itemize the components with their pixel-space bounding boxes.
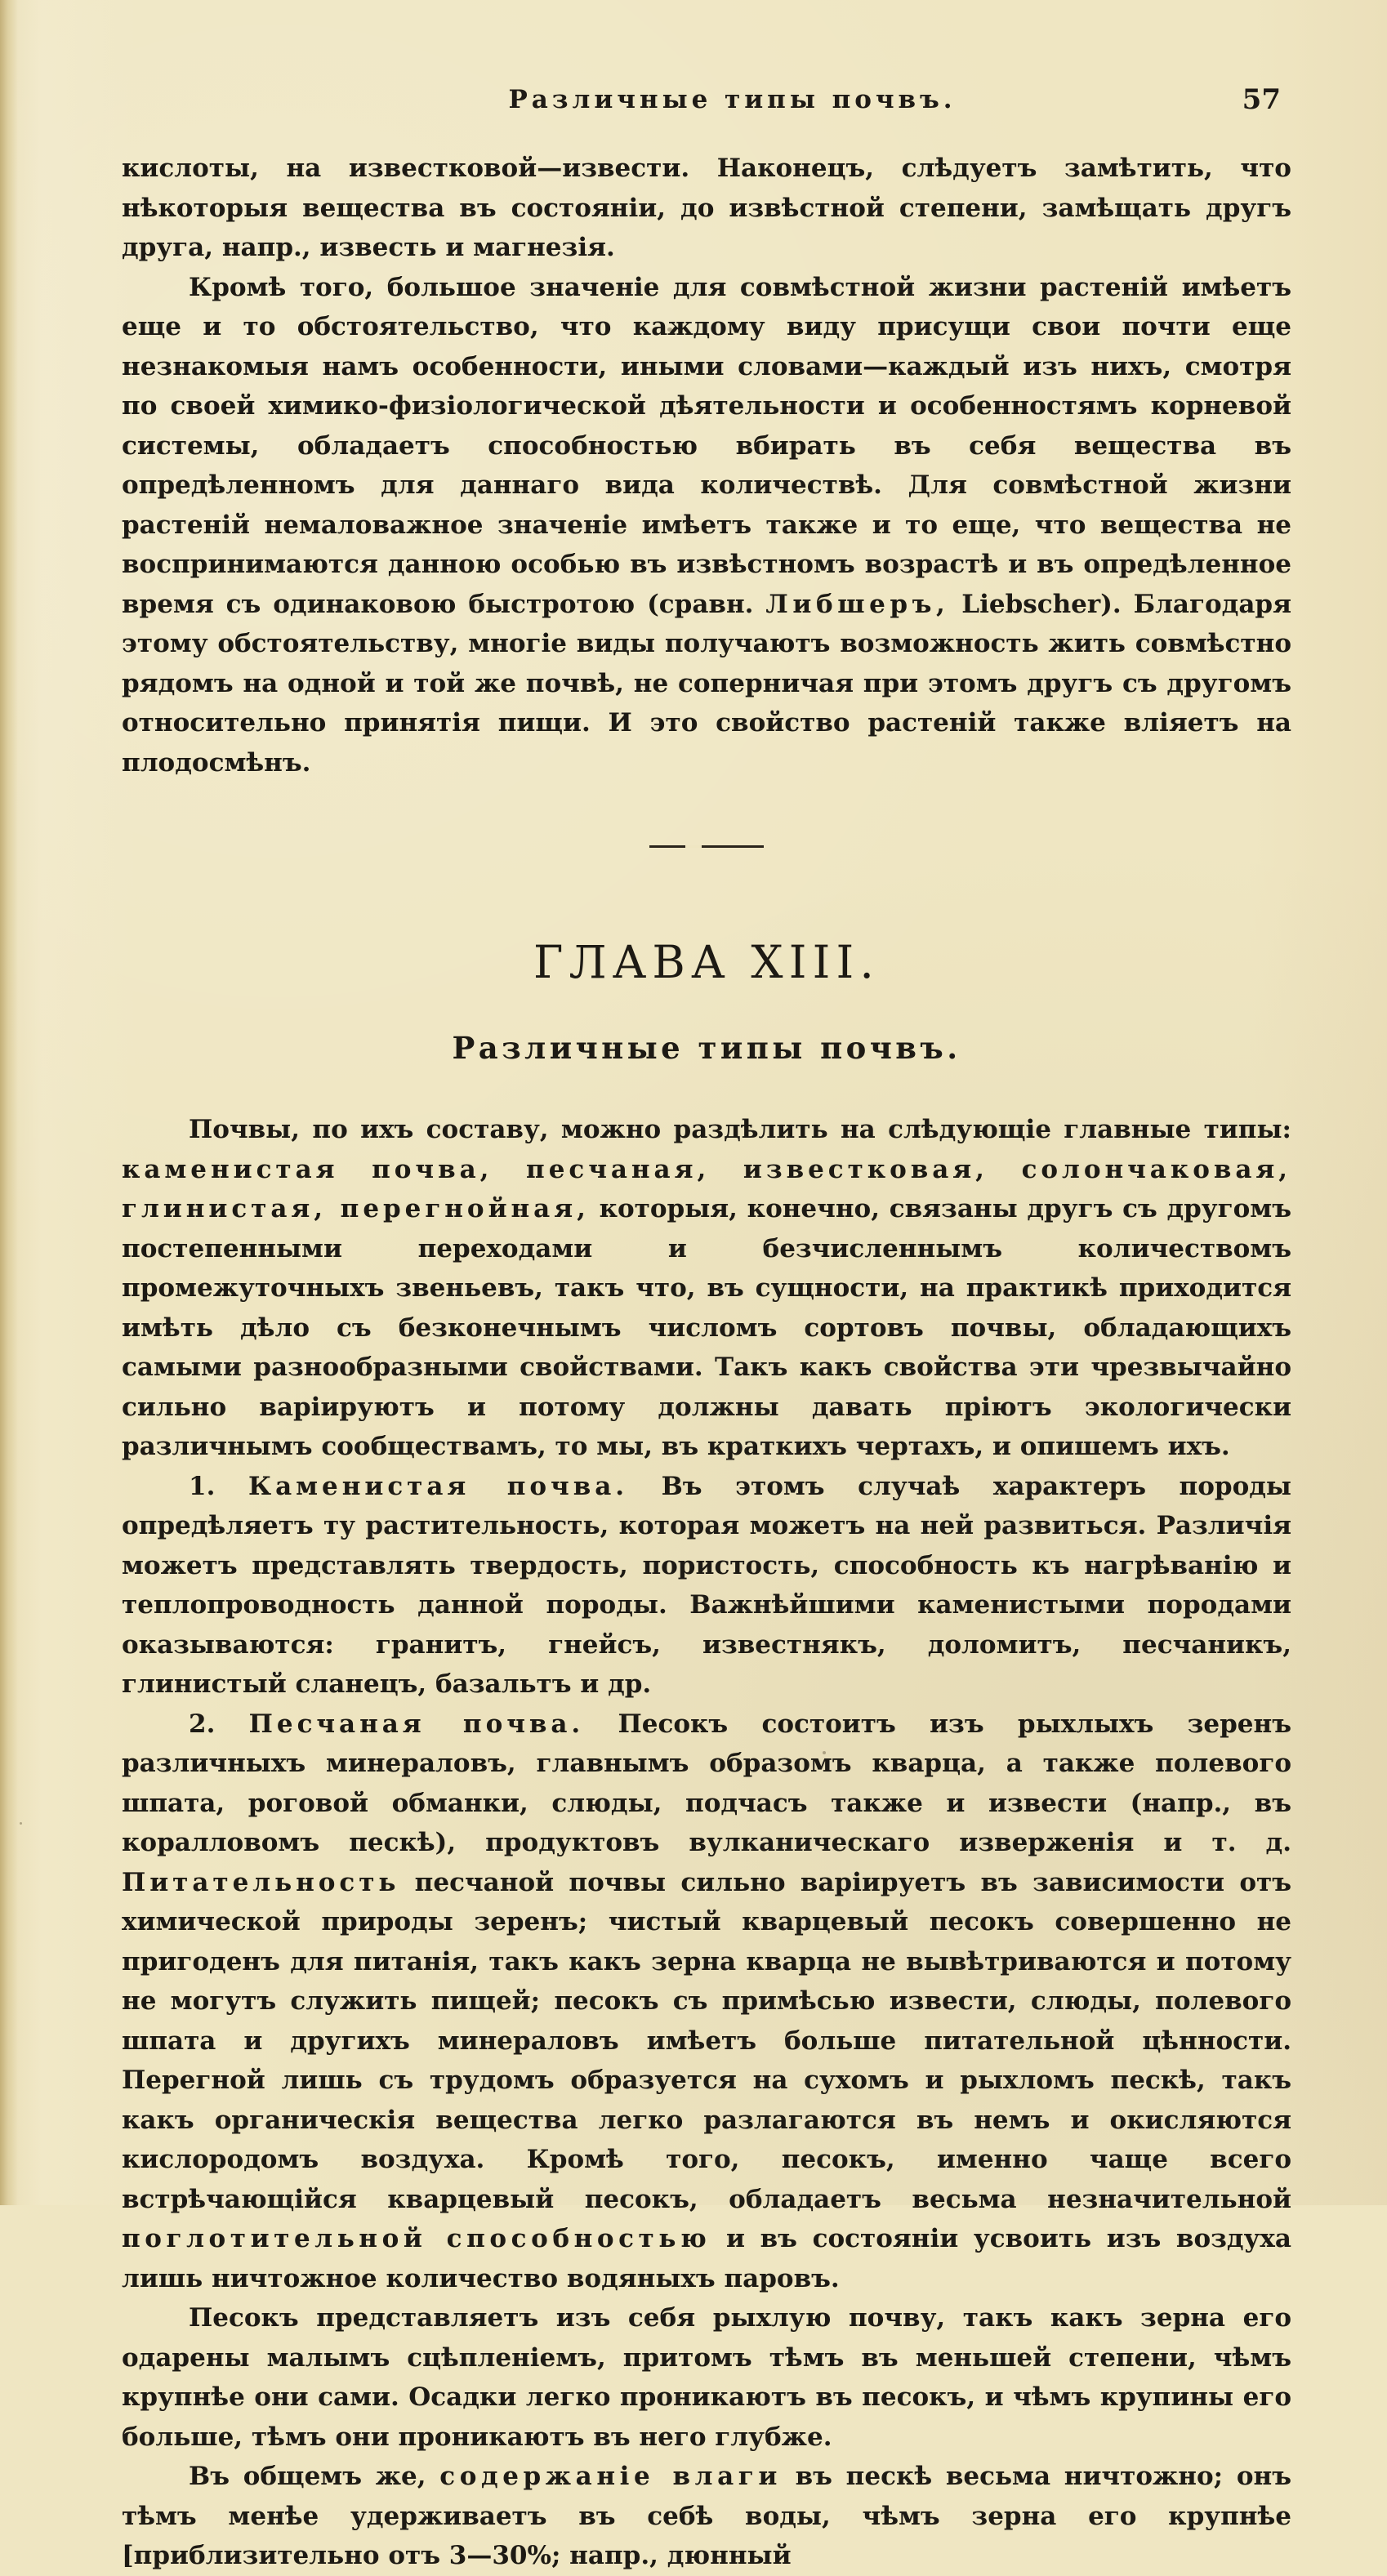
section-title: Различные типы почвъ. bbox=[452, 1030, 961, 1066]
intro-paragraph-plant-coexistence bbox=[122, 268, 1291, 783]
paper-speck bbox=[20, 1822, 22, 1825]
absorption-term: поглотительной способностью bbox=[122, 2224, 711, 2253]
section-separator-line bbox=[649, 845, 764, 848]
nutrition-term: Питательность bbox=[122, 1867, 400, 1897]
sandy-soil-text-a: Песокъ состоитъ изъ рыхлыхъ зеренъ различныхъ минераловъ, главнымъ образомъ кварца, а также полевого шпата, роговой обманки, слюды, подчасъ также и извести (напр., въ коралловомъ пескѣ), продуктовъ вулканическаго изверженія и т. д. bbox=[122, 1709, 1291, 1857]
intro-text-b: Liebscher). Благодаря этому обстоятельству, многіе виды получаютъ возможность жить совмѣстно рядомъ на одной и той же почвѣ, не соперничая при этомъ другъ съ другомъ относительно принятія пищи. И это свойство растеній также вліяетъ на плодосмѣнъ. bbox=[122, 589, 1292, 778]
page-content bbox=[122, 149, 1291, 2576]
chapter-title: ГЛАВА XIII. bbox=[533, 936, 880, 988]
stony-soil-text: Въ этомъ случаѣ характеръ породы опредѣляетъ ту растительность, которая можетъ на ней развиться. Различія можетъ представлять твердость, пористость, способность къ нагрѣванію и теплопроводность данной породы. Важнѣйшими каменистыми породами оказываются: гранитъ, гнейсъ, известнякъ, доломитъ, песчаникъ, глинистый сланецъ, базальтъ и др. bbox=[122, 1471, 1292, 1699]
sandy-soil-paragraph bbox=[122, 1705, 1291, 2299]
paper-speck bbox=[667, 328, 672, 332]
paper-speck bbox=[823, 1751, 826, 1754]
moisture-text-a: Въ общемъ же, bbox=[189, 2462, 440, 2491]
soil-types-text: которыя, конечно, связаны другъ съ другомъ постепенными переходами и безчисленнымъ количествомъ промежуточныхъ звеньевъ, такъ что, въ сущности, на практикѣ приходится имѣть дѣло съ безконечнымъ числомъ сортовъ почвы, обладающихъ самыми разнообразными свойствами. Такъ какъ свойства эти чрезвычайно сильно варіируютъ и потому должны давать пріютъ экологически различнымъ сообществамъ, то мы, въ краткихъ чертахъ, и опишемъ ихъ. bbox=[122, 1194, 1292, 1461]
sandy-soil-text-c: и въ состояніи усвоить изъ воздуха лишь ничтожное количество водяныхъ паровъ. bbox=[122, 2224, 1291, 2293]
stony-soil-number: 1. bbox=[189, 1471, 248, 1501]
moisture-paragraph bbox=[122, 2457, 1291, 2576]
sandy-soil-number: 2. bbox=[189, 1709, 249, 1739]
stony-soil-title: Каменистая почва. bbox=[248, 1471, 628, 1501]
running-header bbox=[184, 85, 1281, 118]
page-number: 57 bbox=[1242, 83, 1281, 116]
stony-soil-paragraph bbox=[122, 1467, 1291, 1705]
page-binding-shadow bbox=[0, 0, 18, 2205]
sandy-soil-title: Песчаная почва. bbox=[248, 1709, 585, 1739]
sand-properties-paragraph: Песокъ представляетъ изъ себя рыхлую почву, такъ какъ зерна его одарены малымъ сцѣпленіемъ, притомъ тѣмъ въ меньшей степени, чѣмъ крупнѣе они сами. Осадки легко проникаютъ въ песокъ, и чѣмъ крупины его больше, тѣмъ они проникаютъ въ него глубже. bbox=[122, 2303, 1291, 2452]
moisture-text-b: въ пескѣ весьма ничтожно; онъ тѣмъ менѣе удерживаетъ въ себѣ воды, чѣмъ зерна его крупнѣе [приблизительно отъ 3—30%; напр., дюнный bbox=[122, 2462, 1291, 2570]
moisture-term: содержаніе влаги bbox=[439, 2462, 782, 2491]
soil-types-list: каменистая почва, песчаная, известковая, солончаковая, глинистая, перегнойная, bbox=[122, 1154, 1291, 1223]
intro-text-a: Кромѣ того, большое значеніе для совмѣстной жизни растеній имѣетъ еще и то обстоятельство, что каждому виду присущи свои почти еще незнакомыя намъ особенности, иными словами—каждый изъ нихъ, смотря по своей химико-физіологической дѣятельности и особенностямъ корневой системы, обладаетъ способностью вбирать въ себя вещества въ опредѣленномъ для даннаго вида количествѣ. Для совмѣстной жизни растеній немаловажное значеніе имѣетъ также и то еще, что вещества не воспринимаются данною особью въ извѣстномъ возрастѣ и въ опредѣленное время съ одинаковою быстротою (сравн. bbox=[122, 272, 1291, 619]
sandy-soil-text-b: песчаной почвы сильно варіируетъ въ зависимости отъ химической природы зеренъ; чистый кварцевый песокъ совершенно не пригоденъ для питанія, такъ какъ зерна кварца не вывѣтриваются и потому не могутъ служить пищей; песокъ съ примѣсью извести, слюды, полевого шпата и другихъ минераловъ имѣетъ больше питательной цѣнности. Перегной лишь съ трудомъ образуется на сухомъ и рыхломъ пескѣ, такъ какъ органическія вещества легко разлагаются въ немъ и окисляются кислородомъ воздуха. Кромѣ того, песокъ, именно чаще всего встрѣчающійся кварцевый песокъ, обладаетъ весьма незначительной bbox=[122, 1867, 1291, 2214]
soil-types-intro: Почвы, по ихъ составу, можно раздѣлить на слѣдующіе главные типы: bbox=[189, 1115, 1291, 1144]
author-name-spaced: Либшеръ, bbox=[765, 589, 950, 619]
intro-paragraph-continued: кислоты, на известковой—извести. Наконецъ, слѣдуетъ замѣтить, что нѣкоторыя вещества въ состояніи, до извѣстной степени, замѣщать другъ друга, напр., известь и магнезія. bbox=[122, 154, 1291, 262]
running-title: Различные типы почвъ. bbox=[508, 85, 957, 114]
chapter-body bbox=[122, 1110, 1291, 2576]
soil-types-paragraph bbox=[122, 1110, 1291, 1467]
